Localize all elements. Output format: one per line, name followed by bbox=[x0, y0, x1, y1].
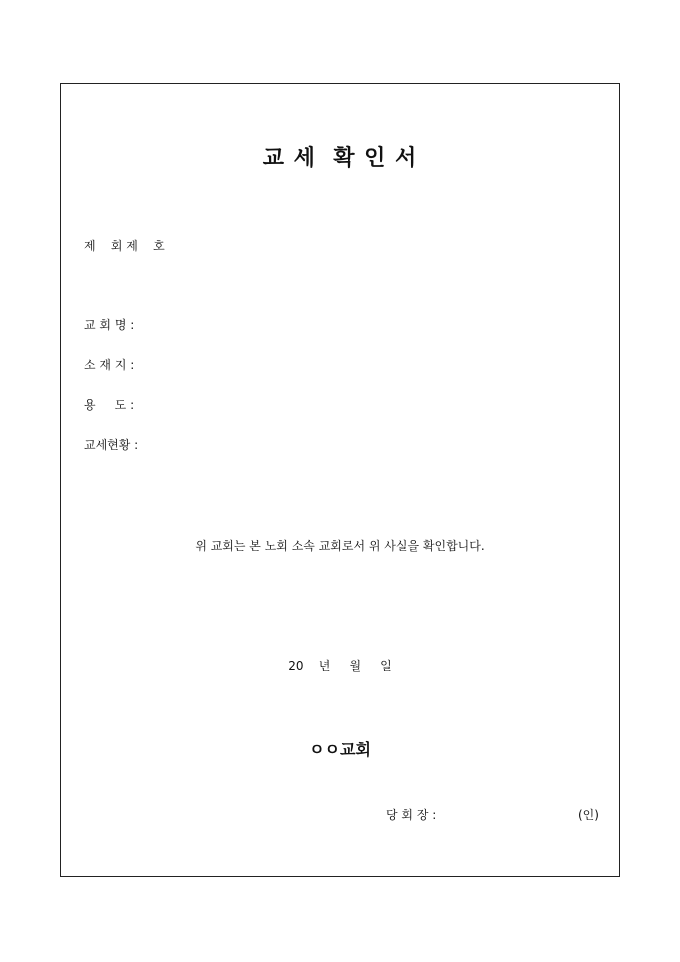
document-number-line: 제 회 제 호 bbox=[84, 239, 165, 253]
pastor-signature-label: 당 회 장 : bbox=[386, 808, 437, 822]
field-location bbox=[84, 356, 144, 373]
field-purpose bbox=[84, 396, 144, 413]
field-label: 용 도 : bbox=[84, 398, 135, 412]
field-church-status bbox=[84, 436, 148, 453]
confirmation-statement: 위 교회는 본 노회 소속 교회로서 위 사실을 확인합니다. bbox=[195, 539, 485, 553]
field-label: 교 회 명 : bbox=[84, 318, 135, 332]
field-church-name bbox=[84, 316, 144, 333]
document-title: 교 세 확 인 서 bbox=[262, 145, 418, 171]
field-label: 교세현황 : bbox=[84, 438, 139, 452]
date-line: 20 년 월 일 bbox=[288, 659, 392, 673]
seal-mark: (인) bbox=[578, 808, 599, 822]
church-name: ㅇㅇ교회 bbox=[309, 740, 371, 759]
field-label: 소 재 지 : bbox=[84, 358, 135, 372]
